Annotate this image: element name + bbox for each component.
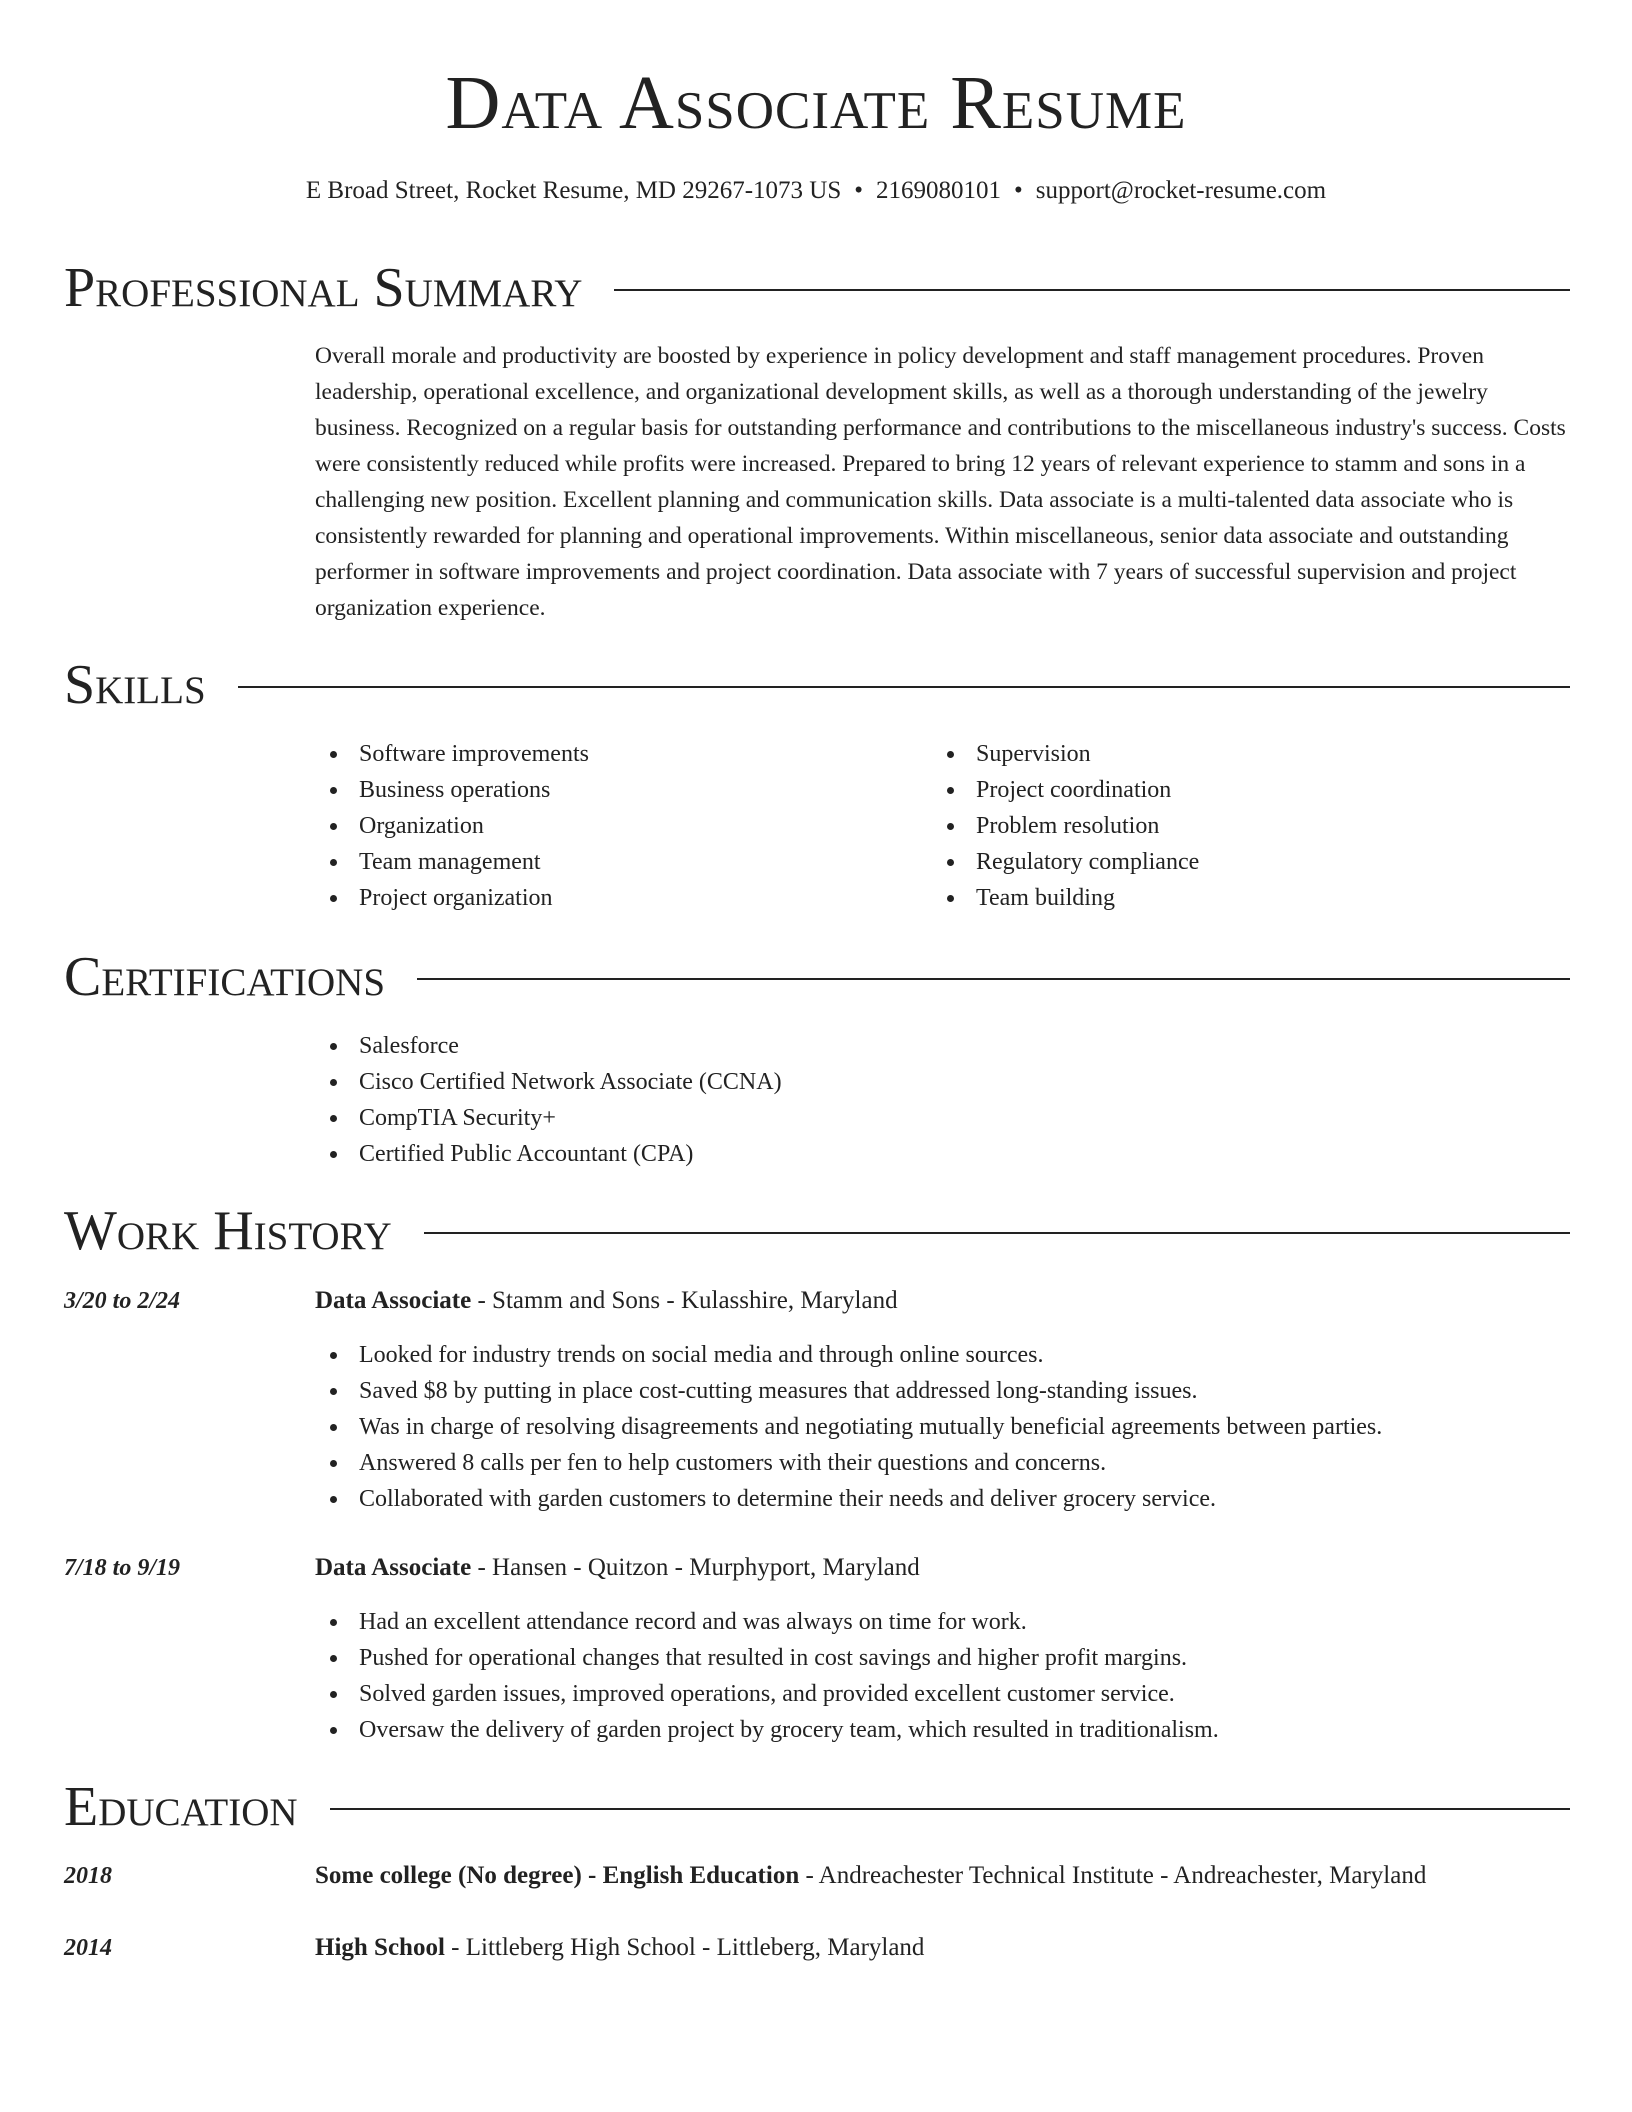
education-degree: High School xyxy=(315,1934,445,1961)
job-duty: Was in charge of resolving disagreements and negotiating mutually beneficial agreements between parties. xyxy=(315,1409,1382,1445)
contact-separator: • xyxy=(854,177,864,204)
skill-item: Problem resolution xyxy=(932,808,1199,844)
job-employer: - Hansen - Quitzon - Murphyport, Maryland xyxy=(471,1554,920,1581)
skill-item: Team building xyxy=(932,880,1199,916)
section-divider xyxy=(424,1232,1570,1234)
skill-item: Regulatory compliance xyxy=(932,844,1199,880)
skill-item: Business operations xyxy=(315,772,589,808)
section-heading-skills xyxy=(64,655,1570,715)
skill-item: Project organization xyxy=(315,880,589,916)
education-entry xyxy=(315,1858,1426,1894)
education-school: - Littleberg High School - Littleberg, Maryland xyxy=(444,1934,925,1961)
skill-item: Project coordination xyxy=(932,772,1199,808)
section-title: Work History xyxy=(64,1200,392,1262)
summary-paragraph: Overall morale and productivity are boosted by experience in policy development and staff management procedures. Proven leadership, operational excellence, and organizational development skills, as well as a thorough understanding of the jewelry business. Recognized on a regular basis for outstanding performance and contributions to the miscellaneous industry's success. Costs were consistently reduced while profits were increased. Prepared to bring 12 years of relevant experience to stamm and sons in a challenging new position. Excellent planning and communication skills. Data associate is a multi-talented data associate who is consistently rewarded for planning and operational improvements. Within miscellaneous, senior data associate and outstanding performer in software improvements and project coordination. Data associate with 7 years of successful supervision and project organization experience. xyxy=(315,343,1566,621)
education-year: 2014 xyxy=(64,1935,112,1961)
section-heading-work-history xyxy=(64,1201,1570,1261)
section-heading-summary xyxy=(64,258,1570,318)
contact-line xyxy=(0,175,1632,207)
section-title: Professional Summary xyxy=(64,257,583,319)
job-duty: Looked for industry trends on social media and through online sources. xyxy=(315,1337,1382,1373)
skills-list-left xyxy=(315,736,589,916)
skill-item: Software improvements xyxy=(315,736,589,772)
certification-item: CompTIA Security+ xyxy=(315,1100,782,1136)
section-divider xyxy=(330,1808,1570,1810)
certification-item: Cisco Certified Network Associate (CCNA) xyxy=(315,1064,782,1100)
job-dates: 7/18 to 9/19 xyxy=(64,1555,181,1581)
resume-title: Data Associate Resume xyxy=(445,61,1187,145)
skill-item: Organization xyxy=(315,808,589,844)
section-divider xyxy=(614,289,1570,291)
job-dates: 3/20 to 2/24 xyxy=(64,1288,181,1314)
job-role: Data Associate xyxy=(315,1287,472,1314)
job-role: Data Associate xyxy=(315,1554,472,1581)
job-employer: - Stamm and Sons - Kulasshire, Maryland xyxy=(471,1287,898,1314)
skills-list-right xyxy=(932,736,1199,916)
job-duty: Oversaw the delivery of garden project by grocery team, which resulted in traditionalism. xyxy=(315,1712,1219,1748)
job-duty: Saved $8 by putting in place cost-cutting measures that addressed long-standing issues. xyxy=(315,1373,1382,1409)
contact-separator: • xyxy=(1014,177,1023,204)
section-divider xyxy=(238,686,1570,688)
job-duties-list xyxy=(315,1604,1219,1748)
education-entry xyxy=(315,1930,924,1966)
skill-item: Supervision xyxy=(932,736,1199,772)
section-title: Education xyxy=(64,1776,298,1838)
skill-item: Team management xyxy=(315,844,589,880)
section-heading-education xyxy=(64,1777,1570,1837)
job-title-line xyxy=(315,1283,898,1319)
contact-email: support@rocket-resume.com xyxy=(1035,177,1327,204)
section-heading-certifications xyxy=(64,947,1570,1007)
contact-phone: 2169080101 xyxy=(876,177,1002,204)
job-duty: Had an excellent attendance record and was always on time for work. xyxy=(315,1604,1219,1640)
section-title: Skills xyxy=(64,654,206,716)
job-duty: Collaborated with garden customers to determine their needs and deliver grocery service. xyxy=(315,1481,1382,1517)
certifications-list xyxy=(315,1028,782,1172)
job-duties-list xyxy=(315,1337,1382,1517)
education-year: 2018 xyxy=(64,1863,112,1889)
job-title-line xyxy=(315,1550,920,1586)
section-title: Certifications xyxy=(64,946,386,1008)
certification-item: Certified Public Accountant (CPA) xyxy=(315,1136,782,1172)
contact-address: E Broad Street, Rocket Resume, MD 29267-1073 US xyxy=(305,177,842,204)
education-school: - Andreachester Technical Institute - Andreachester, Maryland xyxy=(799,1862,1427,1889)
job-duty: Answered 8 calls per fen to help customers with their questions and concerns. xyxy=(315,1445,1382,1481)
job-duty: Pushed for operational changes that resulted in cost savings and higher profit margins. xyxy=(315,1640,1219,1676)
certification-item: Salesforce xyxy=(315,1028,782,1064)
job-duty: Solved garden issues, improved operations, and provided excellent customer service. xyxy=(315,1676,1219,1712)
education-degree: Some college (No degree) - English Education xyxy=(315,1862,800,1889)
section-divider xyxy=(417,978,1570,980)
